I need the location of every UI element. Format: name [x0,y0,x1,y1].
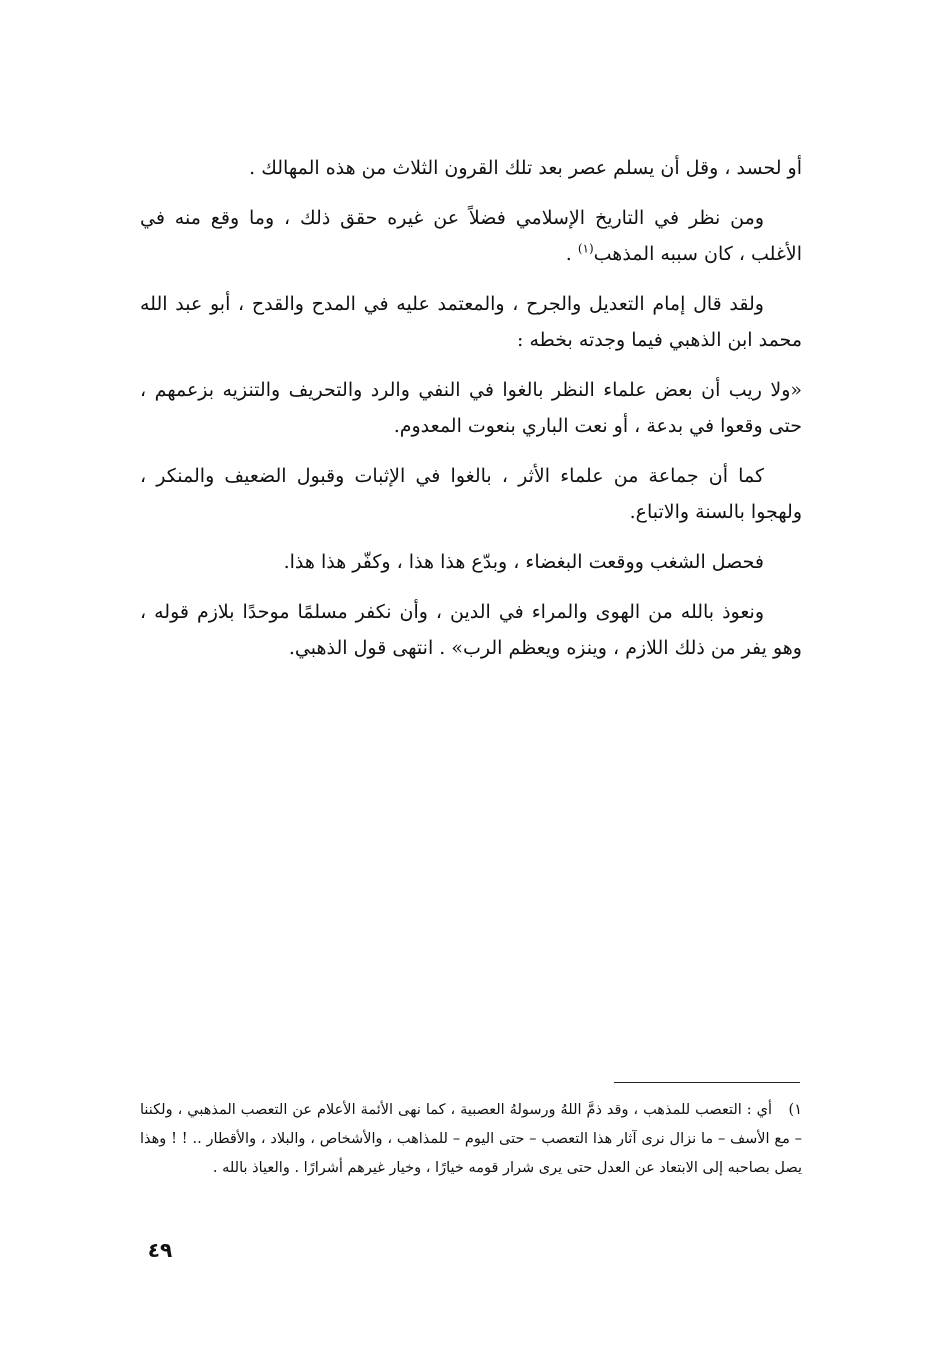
footnote-text: أي : التعصب للمذهب ، وقد ذمَّ اللهُ ورسولهُ العصبية ، كما نهى الأئمة الأعلام عن التعصب المذهبي ، ولكننا – مع الأسف – ما نزال نرى آثار هذا التعصب – حتى اليوم – للمذاهب ، والأشخاص ، والبلاد ، والأقطار .. ! ! وهذا يصل بصاحبه إلى الابتعاد عن العدل حتى يرى شرار قومه خيارًا ، وخيار غيرهم أشرارًا . والعياذ بالله . [140,1102,802,1176]
quote-paragraph-2: كما أن جماعة من علماء الأثر ، بالغوا في الإثبات وقبول الضعيف والمنكر ، ولهجوا بالسنة والاتباع. [140,465,802,523]
paragraph-2-text: ومن نظر في التاريخ الإسلامي فضلاً عن غيره حقق ذلك ، وما وقع منه في الأغلب ، كان سببه المذهب [140,207,802,265]
footnote-marker: ١) [788,1102,802,1118]
paragraph-2 [140,200,802,272]
paragraph-2-end: . [565,243,578,265]
footnote-divider [614,1082,800,1083]
quote-paragraph-1: «ولا ريب أن بعض علماء النظر بالغوا في النفي والرد والتحريف والتنزيه بزعمهم ، حتى وقعوا في بدعة ، أو نعت الباري بنعوت المعدوم. [140,379,802,437]
paragraph-3: ولقد قال إمام التعديل والجرح ، والمعتمد عليه في المدح والقدح ، أبو عبد الله محمد ابن الذهبي فيما وجدته بخطه : [140,293,802,351]
main-text [140,150,802,680]
footnote-reference: (١) [577,241,594,256]
quote-paragraph-4: ونعوذ بالله من الهوى والمراء في الدين ، وأن نكفر مسلمًا موحدًا بلازم قوله ، وهو يفر من ذلك اللازم ، وينزه ويعظم الرب» . انتهى قول الذهبي. [140,601,802,659]
paragraph-1: أو لحسد ، وقل أن يسلم عصر بعد تلك القرون الثلاث من هذه المهالك . [249,157,802,179]
footnote [140,1096,802,1183]
quote-paragraph-3: فحصل الشغب ووقعت البغضاء ، وبدّع هذا هذا ، وكفّر هذا هذا. [283,551,764,573]
page-number: ٤٩ [147,1238,173,1262]
